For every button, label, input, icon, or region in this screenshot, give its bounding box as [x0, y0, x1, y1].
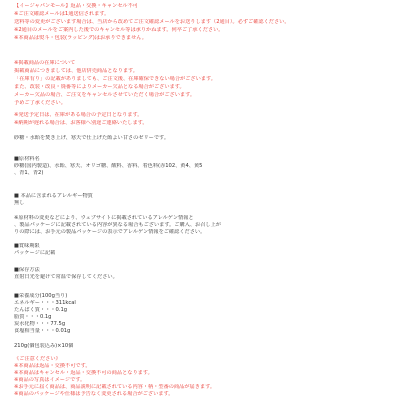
nutrition-row: たんぱく質・・・0.1g	[14, 307, 68, 313]
notice-line: ※ご注文確認メールは1通送信されます。	[14, 11, 110, 17]
stock-notice-heading: ※掲載商品の在庫について	[14, 60, 76, 66]
expiry-value: パッケージに記載	[14, 250, 56, 256]
notice-line: ※本商品は熨斗・包装(ラッピング)はお承りできません。	[14, 35, 147, 41]
nutrition-row: 脂質・・・0.1g	[14, 314, 52, 320]
allergy-note: りの際には、お手元の製品パッケージの表示でアレルゲン情報をご確認ください。	[14, 229, 206, 235]
ingredients-heading: ■原材料名	[14, 156, 40, 162]
order-note-line: ※本商品は返品・交換不可です。	[14, 363, 91, 369]
stock-notice-line: 掲載商品につきましては、他店併売商品となります。	[14, 68, 138, 74]
nutrition-row: エネルギー・・・311kcal	[14, 300, 76, 306]
notice-line: 送料等の変更がございます場合は、当店から改めてご注文確認メールをお送りします（2通目）。必ずご確認ください。	[14, 19, 290, 25]
order-note-line: ※商品の写真はイメージです。	[14, 377, 86, 383]
storage-value: 直射日光を避けて常温で保存してください。	[14, 274, 118, 280]
delivery-notice-line: ※納期が遅れる場合は、お客様へ別途ご連絡いたします。	[14, 120, 148, 126]
nutrition-row: 炭水化物・・・77.5g	[14, 321, 66, 327]
stock-notice-line: 予めご了承ください。	[14, 100, 66, 106]
order-note-line: ※お手元に届く商品は、商品説明に記載されている内容・柄・型番の商品が届きます。	[14, 384, 216, 390]
package-size: 210g(個包装込み)×10個	[14, 343, 74, 349]
order-note-line: ※商品のパッケージや仕様は予告なく変更される場合がございます。	[14, 391, 174, 397]
ingredients-text: 、青1、青2)	[14, 170, 44, 176]
expiry-heading: ■賞味期限	[14, 243, 40, 249]
order-notes-heading: 《ご注意ください》	[14, 356, 61, 362]
notice-header: 【イージャパンモール】返品・交換・キャンセル不可	[14, 3, 138, 9]
stock-notice-line: 「在庫有り」の記載がありましても、ご注文後、在庫確保できない場合がございます。	[14, 76, 216, 82]
storage-heading: ■保存方法	[14, 267, 40, 273]
allergy-note: 、製品パッケージに記載されている内容が異なる場合もございます。ご購入、お召し上が	[14, 222, 221, 228]
nutrition-row: 食塩相当量・・・0.01g	[14, 328, 71, 334]
stock-notice-line: また、改装・改良・廃番等によりメーカー欠品となる場合がございます。	[14, 84, 185, 90]
allergy-value: 無し	[14, 200, 25, 206]
ingredients-text: 砂糖(国内製造)、水飴、寒天、オリゴ糖、酸料、香料、着色料(赤102、黄4、黄5	[14, 163, 203, 169]
stock-notice-line: メーカー欠品の場合、ご注文をキャンセルさせていただく場合がございます。	[14, 92, 196, 98]
order-note-line: ※本商品はキャンセル・返品・交換不可の商品となります。	[14, 370, 153, 376]
product-description: 砂糖・水飴を焚き上げ、寒天で仕上げた飴よい甘さのゼリーです。	[14, 135, 170, 141]
nutrition-heading: ■栄養成分(100g当り)	[14, 293, 68, 299]
allergy-heading: ■ 本品に含まれるアレルギー物質	[14, 193, 93, 199]
notice-line: ※2通目のメールをご案内した後でのキャンセル等は承りかねます。何卒ご了承ください。	[14, 27, 224, 33]
allergy-note: ※原材料の変更などにより、ウェブサイトに掲載されているアレルゲン情報と	[14, 215, 194, 221]
delivery-notice-line: ※発送予定日は、在庫がある場合の予定日となります。	[14, 112, 143, 118]
